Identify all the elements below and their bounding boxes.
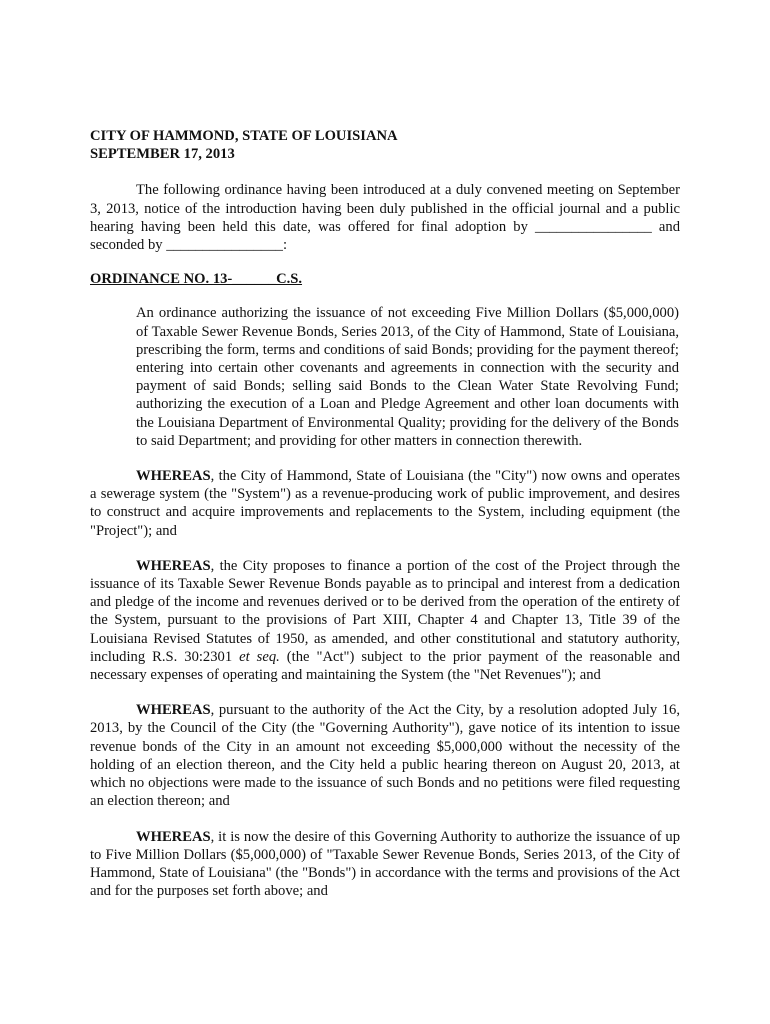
- document-header: [90, 127, 680, 163]
- ordinance-summary: An ordinance authorizing the issuance of not exceeding Five Million Dollars ($5,000,000) of Taxable Sewer Revenue Bonds, Series 2013, of the City of Hammond, State of Louisiana, prescribing the form, terms and conditions of said Bonds; providing for the payment thereof; entering into certain other covenants and agreements in connection with the security and payment of said Bonds; selling said Bonds to the Clean Water State Revolving Fund; authorizing the execution of a Loan and Pledge Agreement and other loan documents with the Louisiana Department of Environmental Quality; providing for the delivery of the Bonds to said Department; and providing for other matters in connection therewith.: [136, 305, 679, 449]
- whereas-keyword: WHEREAS: [136, 702, 211, 719]
- whereas-text-4: , it is now the desire of this Governing Authority to authorize the issuance of up to Five Million Dollars ($5,000,000) of "Taxable Sewer Revenue Bonds, Series 2013, of the City of Hammond, State of Louisiana" (the "Bonds") in accordance with the terms and provisions of the Act and for the purposes set forth above; and: [90, 828, 680, 900]
- intro-paragraph: The following ordinance having been introduced at a duly convened meeting on September 3, 2013, notice of the introduction having been duly published in the official journal and a public hearing having been held this date, was offered for final adoption by ________________ and seconded by ________________:: [90, 182, 680, 254]
- whereas-paragraph-3: [90, 701, 680, 810]
- whereas-keyword: WHEREAS: [136, 828, 211, 845]
- whereas-text-2b: (the "Act") subject to the prior payment of the reasonable and necessary expenses of operating and maintaining the System (the "Net Revenues"); and: [90, 648, 680, 684]
- ordinance-title: ORDINANCE NO. 13-______C.S.: [90, 271, 303, 288]
- whereas-keyword: WHEREAS: [136, 557, 211, 574]
- whereas-keyword: WHEREAS: [136, 468, 211, 485]
- whereas-text-2-italic: et seq.: [239, 648, 280, 665]
- whereas-text-1: , the City of Hammond, State of Louisiana (the "City") now owns and operates a sewerage system (the "System") as a revenue-producing work of public improvement, and desires to construct and acquire improvements and replacements to the System, including equipment (the "Project"); and: [90, 468, 680, 539]
- header-date: SEPTEMBER 17, 2013: [90, 146, 235, 163]
- whereas-paragraph-1: [90, 467, 680, 540]
- whereas-paragraph-2: [90, 557, 680, 684]
- document-page: [90, 127, 680, 917]
- header-city-state: CITY OF HAMMOND, STATE OF LOUISIANA: [90, 128, 398, 144]
- whereas-paragraph-4: [90, 828, 680, 901]
- whereas-text-3: , pursuant to the authority of the Act the City, by a resolution adopted July 16, 2013, by the Council of the City (the "Governing Authority"), gave notice of its intention to issue revenue bonds of the City in an amount not exceeding $5,000,000 without the necessity of the holding of an election thereon, and the City held a public hearing thereon on August 20, 2013, at which no objections were made to the issuance of such Bonds and no petitions were filed requesting an election thereon; and: [90, 702, 680, 810]
- whereas-text-2a: , the City proposes to finance a portion of the cost of the Project through the issuance of its Taxable Sewer Revenue Bonds payable as to principal and interest from a dedication and pledge of the income and revenues derived or to be derived from the operation of the entirety of the System, pursuant to the provisions of Part XIII, Chapter 4 and Chapter 13, Title 39 of the Louisiana Revised Statutes of 1950, as amended, and other constitutional and statutory authority, including R.S. 30:2301: [90, 557, 680, 665]
